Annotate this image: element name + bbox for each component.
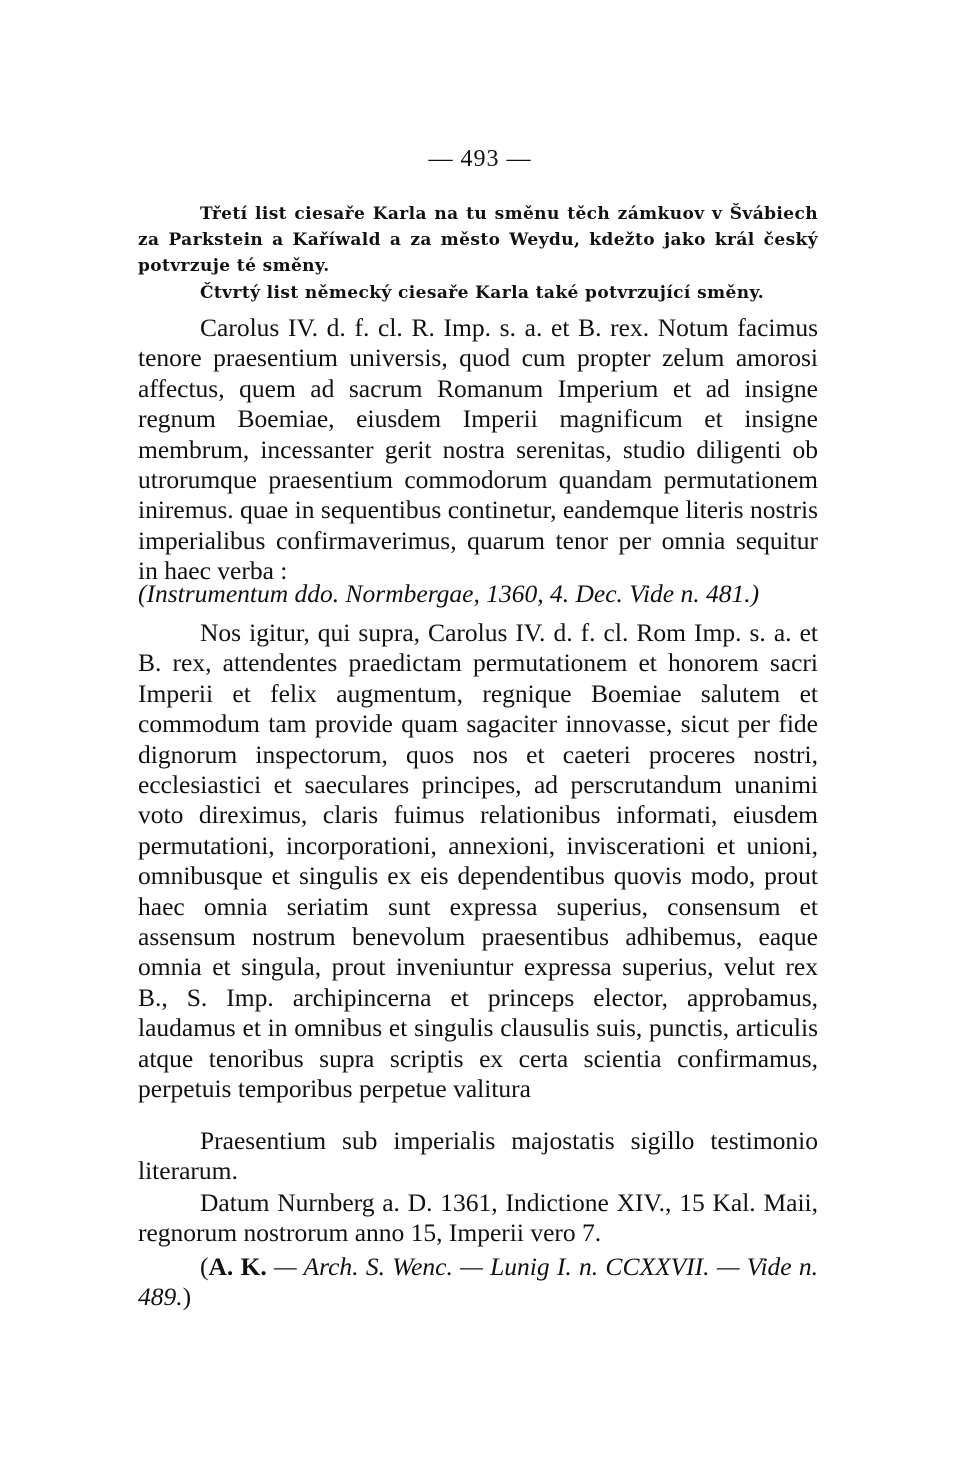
instrument-note-block [138, 579, 818, 609]
source-siglum: A. K. [208, 1252, 267, 1281]
dating-paragraph-block [138, 1188, 818, 1249]
page-number: — 493 — [428, 146, 532, 172]
confirmation-paragraph: Nos igitur, qui supra, Carolus IV. d. f. cl. Rom Imp. s. a. et B. rex, attendentes praedictam permutationem et honorem sacri Imperii et felix augmentum, regnique Boemiae salutem et commodum tam provide quam sagaciter innovasse, sicut per fide dignorum inspectorum, quos nos et caeteri proceres nostri, ecclesiastici et saeculares principes, ad perscrutandum unanimi voto direximus, claris fuimus relationibus informati, eiusdem permutationi, incorporationi, annexioni, inviscerationi et unioni, omnibusque et singulis ex eis dependentibus quovis modo, prout haec omnia seriatim sunt expressa superius, consensum et assensum nostrum benevolum praesentibus adhibemus, eaque omnia et singula, prout inveniuntur expressa superius, velut rex B., S. Imp. archipincerna et princeps elector, approbamus, laudamus et in omnibus et singulis clausulis suis, punctis, articulis atque tenoribus supra scriptis ex certa scientia confirmamus, perpetuis temporibus perpetue valitura [138, 618, 818, 1104]
instrument-note: (Instrumentum ddo. Normbergae, 1360, 4. Dec. Vide n. 481.) [138, 579, 760, 608]
source-note-open: ( [200, 1252, 209, 1281]
dating-paragraph: Datum Nurnberg a. D. 1361, Indictione XIV., 15 Kal. Maii, regnorum nostrorum anno 15, Imperii vero 7. [138, 1188, 818, 1248]
confirmation-paragraph-block [138, 618, 818, 1105]
sealing-paragraph: Praesentium sub imperialis majostatis sigillo testimonio literarum. [138, 1126, 818, 1186]
rubric-fourth-letter [138, 280, 818, 306]
source-note-block [138, 1252, 818, 1313]
source-note-close: ) [182, 1282, 192, 1312]
rubric-text: Čtvrtý list německý ciesaře Karla také potvrzující směny. [200, 283, 765, 303]
sealing-paragraph-block [138, 1126, 818, 1187]
intro-paragraph: Carolus IV. d. f. cl. R. Imp. s. a. et B. rex. Notum facimus tenore praesentium universis, quod cum propter zelum amorosi affectus, quem ad sacrum Romanum Imperium et ad insigne regnum Boemiae, eiusdem Imperii magnificum et insigne membrum, incessanter gerit nostra serenitas, studio diligenti ob utrorumque praesentium commodorum quandam permutationem iniremus. quae in sequentibus continetur, eandemque literis nostris imperialibus confirmaverimus, quarum tenor per omnia sequitur in haec verba : [138, 313, 818, 586]
source-references: — Arch. S. Wenc. — Lunig I. n. CCXXVII. — Vide n. 489. [138, 1252, 819, 1312]
intro-paragraph-block [138, 313, 818, 587]
source-note [138, 1252, 818, 1313]
rubric-text: Třetí list ciesaře Karla na tu směnu těch zámkuov v Švábiech za Parkstein a Kaříwald a za město Weydu, kdežto jako král český potvrzuje té směny. [138, 204, 818, 276]
rubric-third-letter [138, 201, 818, 279]
